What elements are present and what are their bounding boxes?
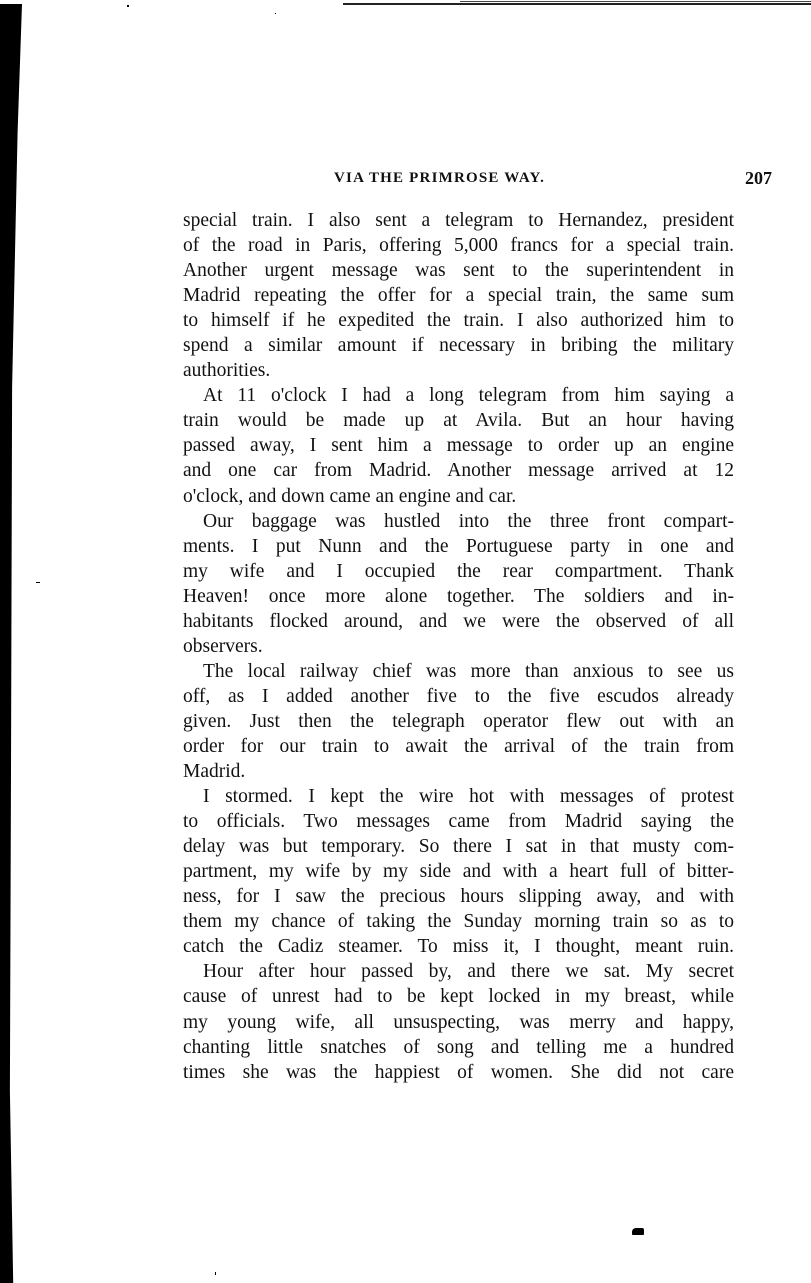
running-head-title: VIA THE PRIMROSE WAY. xyxy=(334,170,546,186)
text-line: delay was but temporary. So there I sat in that musty com- xyxy=(183,836,734,858)
paragraph xyxy=(183,208,734,383)
paragraph xyxy=(183,959,734,1084)
text-line: Heaven! once more alone together. The soldiers and in- xyxy=(183,585,734,607)
scan-speck xyxy=(275,13,276,14)
text-line: my young wife, all unsuspecting, was merry and happy, xyxy=(183,1011,734,1033)
text-line: my wife and I occupied the rear compartment. Thank xyxy=(183,560,734,582)
text-line: to officials. Two messages came from Madrid saying the xyxy=(183,811,734,833)
text-line: and one car from Madrid. Another message arrived at 12 xyxy=(183,460,734,482)
scan-speck xyxy=(36,582,40,583)
text-line: spend a similar amount if necessary in bribing the military xyxy=(183,335,734,357)
text-line: order for our train to await the arrival of the train from xyxy=(183,735,734,757)
text-line: Our baggage was hustled into the three front compart- xyxy=(203,510,734,532)
text-line: to himself if he expedited the train. I also authorized him to xyxy=(183,310,734,332)
text-line: At 11 o'clock I had a long telegram from him saying a xyxy=(203,385,734,407)
text-line: I stormed. I kept the wire hot with messages of protest xyxy=(203,786,734,808)
text-line: off, as I added another five to the five escudos already xyxy=(183,685,734,707)
paragraph xyxy=(183,509,734,659)
text-line: o'clock, and down came an engine and car. xyxy=(183,485,517,507)
text-line: Another urgent message was sent to the superintendent in xyxy=(183,260,734,282)
text-line: observers. xyxy=(183,635,263,657)
text-line: cause of unrest had to be kept locked in my breast, while xyxy=(183,986,734,1008)
text-line: special train. I also sent a telegram to Hernandez, president xyxy=(183,210,734,231)
text-line: Hour after hour passed by, and there we sat. My secret xyxy=(203,961,734,983)
scan-edge-rule xyxy=(343,3,811,5)
scan-speck xyxy=(215,1272,216,1275)
text-line: ments. I put Nunn and the Portuguese party in one and xyxy=(183,535,734,557)
text-line: ness, for I saw the precious hours slipping away, and with xyxy=(183,886,734,908)
paragraph xyxy=(183,383,734,508)
body-text xyxy=(183,208,734,1085)
page-number: 207 xyxy=(745,168,772,188)
text-line: of the road in Paris, offering 5,000 francs for a special train. xyxy=(183,235,734,257)
ink-blot xyxy=(632,1228,644,1235)
text-line: partment, my wife by my side and with a heart full of bitter- xyxy=(183,861,734,883)
scan-speck xyxy=(127,5,129,7)
scan-edge-line xyxy=(460,1,811,2)
text-line: catch the Cadiz steamer. To miss it, I thought, meant ruin. xyxy=(183,936,734,958)
text-line: The local railway chief was more than anxious to see us xyxy=(203,660,734,682)
paragraph xyxy=(183,784,734,959)
text-line: times she was the happiest of women. She did not care xyxy=(183,1061,734,1083)
text-line: passed away, I sent him a message to order up an engine xyxy=(183,435,734,457)
running-head xyxy=(186,170,792,194)
text-line: Madrid repeating the offer for a special train, the same sum xyxy=(183,285,734,307)
text-line: authorities. xyxy=(183,360,271,382)
page-binding-shadow xyxy=(0,4,22,1283)
text-line: habitants flocked around, and we were the observed of all xyxy=(183,610,734,632)
text-line: train would be made up at Avila. But an hour having xyxy=(183,410,734,432)
text-line: Madrid. xyxy=(183,761,246,783)
text-line: chanting little snatches of song and telling me a hundred xyxy=(183,1036,734,1058)
text-line: them my chance of taking the Sunday morning train so as to xyxy=(183,911,734,933)
paragraph xyxy=(183,659,734,784)
text-line: given. Just then the telegraph operator flew out with an xyxy=(183,710,734,732)
